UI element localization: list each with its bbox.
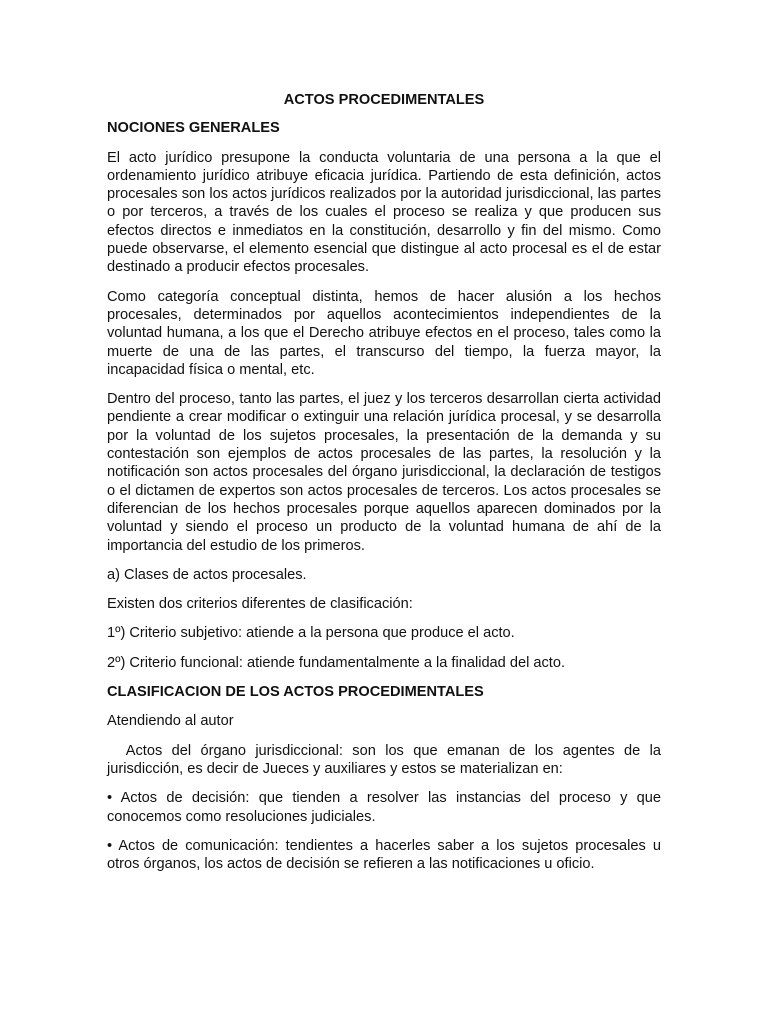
bullet-item: • Actos de decisión: que tienden a resolver las instancias del proceso y que conocemos como resoluciones judiciales. xyxy=(107,790,661,825)
paragraph: Dentro del proceso, tanto las partes, el juez y los terceros desarrollan cierta actividad pendiente a crear modificar o extinguir una relación jurídica procesal, y se desarrolla por la voluntad de los sujetos procesales, la presentación de la demanda y su contestación son ejemplos de actos procesales de las partes, la resolución y la notificación son actos procesales del órgano jurisdiccional, la declaración de testigos o el dictamen de expertos son actos procesales de terceros. Los actos procesales se diferencian de los hechos procesales porque aquellos aparecen dominados por la voluntad y siendo el proceso un producto de la voluntad humana de ahí de la importancia del estudio de los primeros. xyxy=(107,391,661,554)
paragraph: Existen dos criterios diferentes de clasificación: xyxy=(107,596,413,613)
paragraph: 2º) Criterio funcional: atiende fundamentalmente a la finalidad del acto. xyxy=(107,654,566,671)
paragraph: 1º) Criterio subjetivo: atiende a la persona que produce el acto. xyxy=(107,625,515,642)
document-title: ACTOS PROCEDIMENTALES xyxy=(283,92,485,108)
section-heading-nociones: NOCIONES GENERALES xyxy=(107,120,280,137)
paragraph: Actos del órgano jurisdiccional: son los que emanan de los agentes de la jurisdicción, es decir de Jueces y auxiliares y estos se materializan en: xyxy=(107,742,666,777)
document-page xyxy=(107,91,666,884)
section-heading-clasificacion: CLASIFICACION DE LOS ACTOS PROCEDIMENTALES xyxy=(107,684,484,701)
paragraph: a) Clases de actos procesales. xyxy=(107,566,307,583)
paragraph: Atendiendo al autor xyxy=(107,713,234,730)
paragraph: El acto jurídico presupone la conducta voluntaria de una persona a la que el ordenamiento jurídico atribuye eficacia jurídica. Partiendo de esta definición, actos procesales son los actos jurídicos realizados por la autoridad jurisdiccional, las partes o por terceros, a través de los cuales el proceso se realiza y que producen sus efectos directos e inmediatos en la constitución, desarrollo y fin del mismo. Como puede observarse, el elemento esencial que distingue al acto procesal es el de estar destinado a producir efectos procesales. xyxy=(107,149,661,276)
paragraph: Como categoría conceptual distinta, hemos de hacer alusión a los hechos procesales, determinados por aquellos acontecimientos independientes de la voluntad humana, a los que el Derecho atribuye efectos en el proceso, tales como la muerte de una de las partes, el transcurso del tiempo, la fuerza mayor, la incapacidad física o mental, etc. xyxy=(107,288,661,378)
bullet-item: • Actos de comunicación: tendientes a hacerles saber a los sujetos procesales u otros órganos, los actos de decisión se refieren a las notificaciones u oficio. xyxy=(107,837,661,873)
